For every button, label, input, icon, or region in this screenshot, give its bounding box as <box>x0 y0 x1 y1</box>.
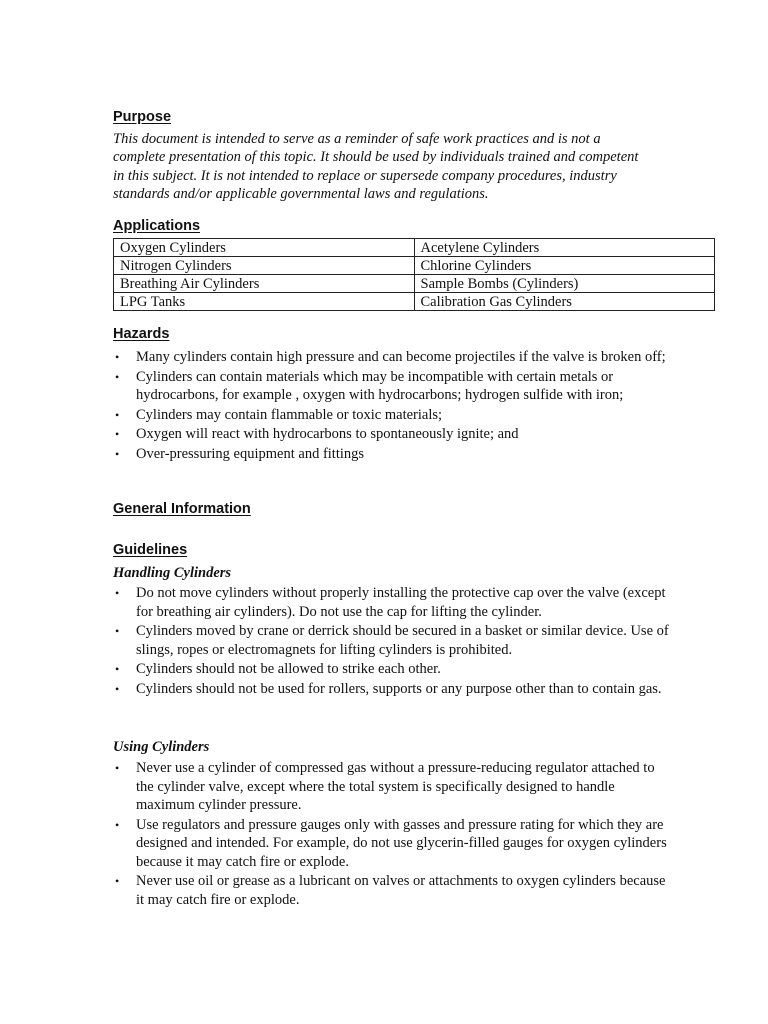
table-cell: Acetylene Cylinders <box>414 239 715 257</box>
table-row <box>114 275 715 293</box>
list-item <box>113 660 673 679</box>
table-row <box>114 239 715 257</box>
list-item-text: Cylinders should not be used for rollers, supports or any purpose other than to contain gas. <box>136 680 662 697</box>
table-cell: Chlorine Cylinders <box>414 257 715 275</box>
list-item <box>113 584 673 621</box>
bullet-icon: • <box>115 407 120 422</box>
list-item <box>113 680 673 699</box>
list-item-text: Many cylinders contain high pressure and can become projectiles if the valve is broken off; <box>136 349 666 365</box>
list-item-text: Do not move cylinders without properly installing the protective cap over the valve (except for breathing air cylinders). Do not use the cap for lifting the cylinder. <box>136 585 666 620</box>
table-cell: Sample Bombs (Cylinders) <box>414 275 715 293</box>
list-item-text: Over-pressuring equipment and fittings <box>136 445 365 462</box>
hazards-heading: Hazards <box>113 326 170 342</box>
list-item-text: Never use a cylinder of compressed gas without a pressure-reducing regulator attached to the cylinder valve, except where the total system is specifically designed to handle maximum cylinder pressure. <box>136 760 655 813</box>
handling-cylinders-list <box>113 584 673 699</box>
list-item <box>113 622 673 659</box>
list-item <box>113 816 673 872</box>
bullet-icon: • <box>115 427 120 441</box>
purpose-text: This document is intended to serve as a reminder of safe work practices and is not a complete presentation of this topic. It should be used by individuals trained and competent in this subject. It is not intended to replace or supersede company procedures, industry standards and/or applicable governmental laws and regulations. <box>113 131 639 202</box>
bullet-icon: • <box>115 681 120 696</box>
list-item <box>113 872 673 909</box>
bullet-icon: • <box>115 624 120 638</box>
list-item <box>113 348 673 367</box>
table-row <box>114 293 715 311</box>
bullet-icon: • <box>115 761 120 775</box>
list-item <box>113 406 673 425</box>
list-item-text: Oxygen will react with hydrocarbons to spontaneously ignite; and <box>136 426 519 442</box>
bullet-icon: • <box>115 662 120 676</box>
list-item <box>113 368 673 405</box>
list-item <box>113 445 673 464</box>
bullet-icon: • <box>115 586 120 600</box>
table-cell: LPG Tanks <box>114 293 415 311</box>
applications-heading: Applications <box>113 218 201 234</box>
list-item-text: Cylinders can contain materials which may be incompatible with certain metals or hydrocarbons, for example , oxygen with hydrocarbons; hydrogen sulfide with iron; <box>136 368 624 403</box>
table-cell: Oxygen Cylinders <box>114 239 415 257</box>
list-item-text: Cylinders may contain flammable or toxic materials; <box>136 406 443 423</box>
table-cell: Nitrogen Cylinders <box>114 257 415 275</box>
table-row <box>114 257 715 275</box>
list-item-text: Never use oil or grease as a lubricant on valves or attachments to oxygen cylinders because it may catch fire or explode. <box>136 873 666 908</box>
bullet-icon: • <box>115 369 120 384</box>
applications-table <box>113 238 715 311</box>
using-cylinders-list <box>113 759 673 910</box>
table-cell: Calibration Gas Cylinders <box>414 293 715 311</box>
list-item-text: Cylinders moved by crane or derrick should be secured in a basket or similar device. Use of slings, ropes or electromagnets for lifting cylinders is prohibited. <box>136 623 669 658</box>
list-item <box>113 425 673 444</box>
bullet-icon: • <box>115 817 120 832</box>
purpose-heading: Purpose <box>113 109 172 125</box>
list-item-text: Use regulators and pressure gauges only with gasses and pressure rating for which they are designed and intended. For example, do not use glycerin-filled gauges for oxygen cylinders because it may catch fire or explode. <box>136 816 667 870</box>
list-item <box>113 759 673 815</box>
table-cell: Breathing Air Cylinders <box>114 275 415 293</box>
hazards-list <box>113 348 673 464</box>
list-item-text: Cylinders should not be allowed to strike each other. <box>136 661 441 677</box>
bullet-icon: • <box>115 874 120 888</box>
bullet-icon: • <box>115 446 120 461</box>
handling-cylinders-title: Handling Cylinders <box>113 565 232 581</box>
general-information-heading: General Information <box>113 501 251 517</box>
using-cylinders-title: Using Cylinders <box>113 739 210 755</box>
guidelines-heading: Guidelines <box>113 542 188 558</box>
bullet-icon: • <box>115 350 120 364</box>
